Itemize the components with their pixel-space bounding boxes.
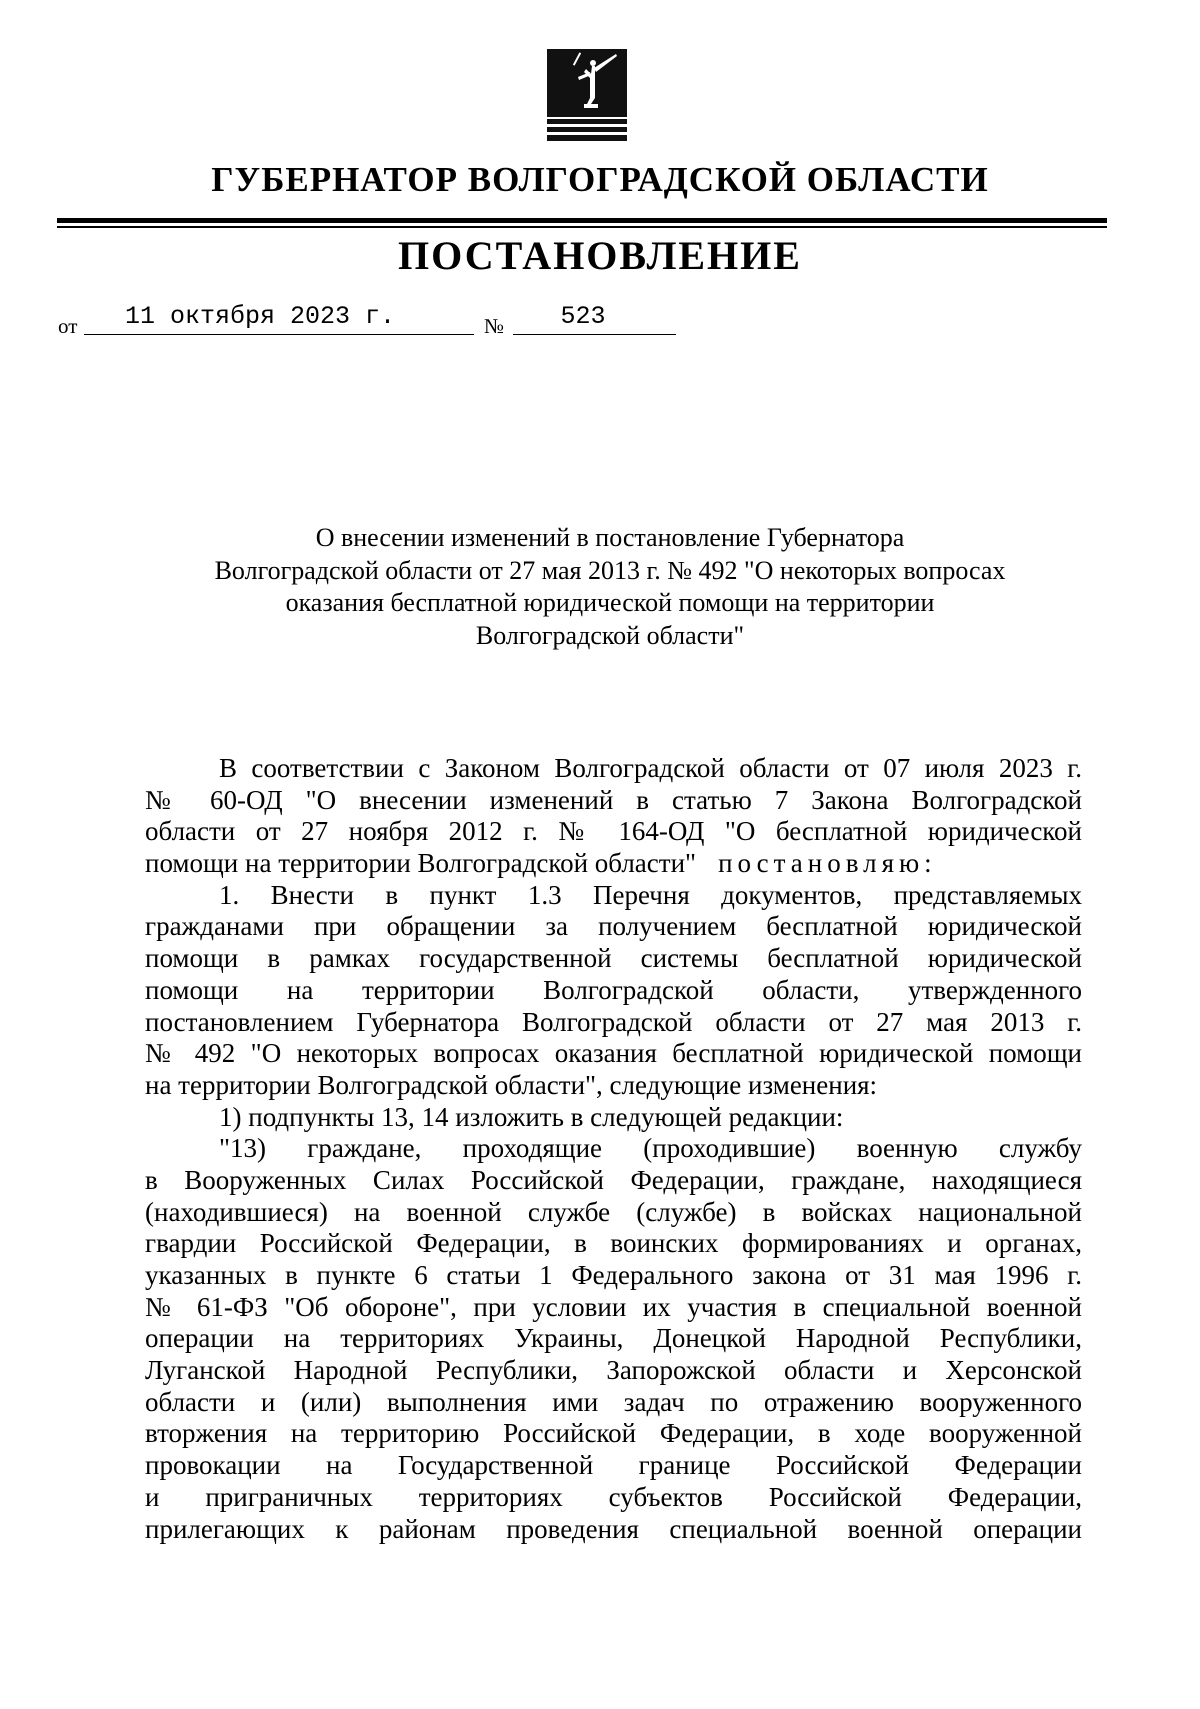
body-line: гвардии Российской Федерации, в воинских формированиях и органах, [145,1228,1082,1259]
body-line: и приграничных территориях субъектов Российской Федерации, [145,1481,1082,1512]
body-line: 1. Внести в пункт 1.3 Перечня документов, представляемых [219,879,1082,910]
operative-word: постановляю: [718,848,937,879]
document-date: 11 октября 2023 г. [124,302,396,331]
number-underline [513,334,676,335]
body-line [145,848,1082,880]
body-line: помощи на территории Волгоградской области, утвержденного [145,974,1082,1005]
body-line: вторжения на территорию Российской Федерации, в ходе вооруженной [145,1418,1082,1449]
body-line: 1) подпункты 13, 14 изложить в следующей редакции: [219,1101,844,1132]
body-line: гражданами при обращении за получением бесплатной юридической [145,911,1082,942]
body-line: "13) граждане, проходящие (проходившие) военную службу [219,1133,1082,1164]
number-label: № [484,314,505,338]
body-line: (находившиеся) на военной службе (службе) в войсках национальной [145,1196,1082,1227]
subject-line: Волгоградской области от 27 мая 2013 г. № 492 "О некоторых вопросах [214,555,1006,585]
body-text: помощи на территории Волгоградской области" [145,848,697,879]
body-line: на территории Волгоградской области", следующие изменения: [145,1069,878,1100]
document-subject [140,522,1080,652]
document-body [145,753,1082,1545]
date-from-label: от [58,314,78,338]
subject-line: Волгоградской области" [475,620,745,650]
date-underline [84,334,474,335]
body-line: в Вооруженных Силах Российской Федерации, граждане, находящиеся [145,1164,1082,1195]
body-line: № 492 "О некоторых вопросах оказания бесплатной юридической помощи [145,1038,1082,1069]
body-line: Луганской Народной Республики, Запорожской области и Херсонской [145,1355,1082,1386]
document-number: 523 [560,302,606,331]
subject-line: оказания бесплатной юридической помощи на территории [285,588,935,617]
issuing-authority: ГУБЕРНАТОР ВОЛГОГРАДСКОЙ ОБЛАСТИ [211,160,989,199]
body-line: провокации на Государственной границе Российской Федерации [145,1450,1082,1481]
body-line: области от 27 ноября 2012 г. № 164-ОД "О бесплатной юридической [145,816,1082,847]
body-line: № 61-ФЗ "Об обороне", при условии их участия в специальной военной [145,1291,1082,1322]
body-line: помощи в рамках государственной системы бесплатной юридической [145,943,1082,974]
body-line: В соответствии с Законом Волгоградской области от 07 июля 2023 г. [219,753,1082,783]
subject-line: О внесении изменений в постановление Губернатора [315,523,905,552]
body-line: области и (или) выполнения ими задач по отражению вооруженного [145,1386,1082,1417]
body-line: постановлением Губернатора Волгоградской области от 27 мая 2013 г. [145,1006,1082,1037]
header-divider-thin [57,226,1107,228]
body-line: операции на территориях Украины, Донецкой Народной Республики, [145,1323,1082,1354]
volgograd-coat-of-arms-icon [546,48,628,144]
body-line: указанных в пункте 6 статьи 1 Федерального закона от 31 мая 1996 г. [145,1260,1082,1290]
body-line: прилегающих к районам проведения специальной военной операции [145,1513,1082,1544]
body-line: № 60-ОД "О внесении изменений в статью 7 Закона Волгоградской [145,784,1082,815]
document-type-title: ПОСТАНОВЛЕНИЕ [398,233,802,278]
header-divider-thick [57,218,1107,223]
